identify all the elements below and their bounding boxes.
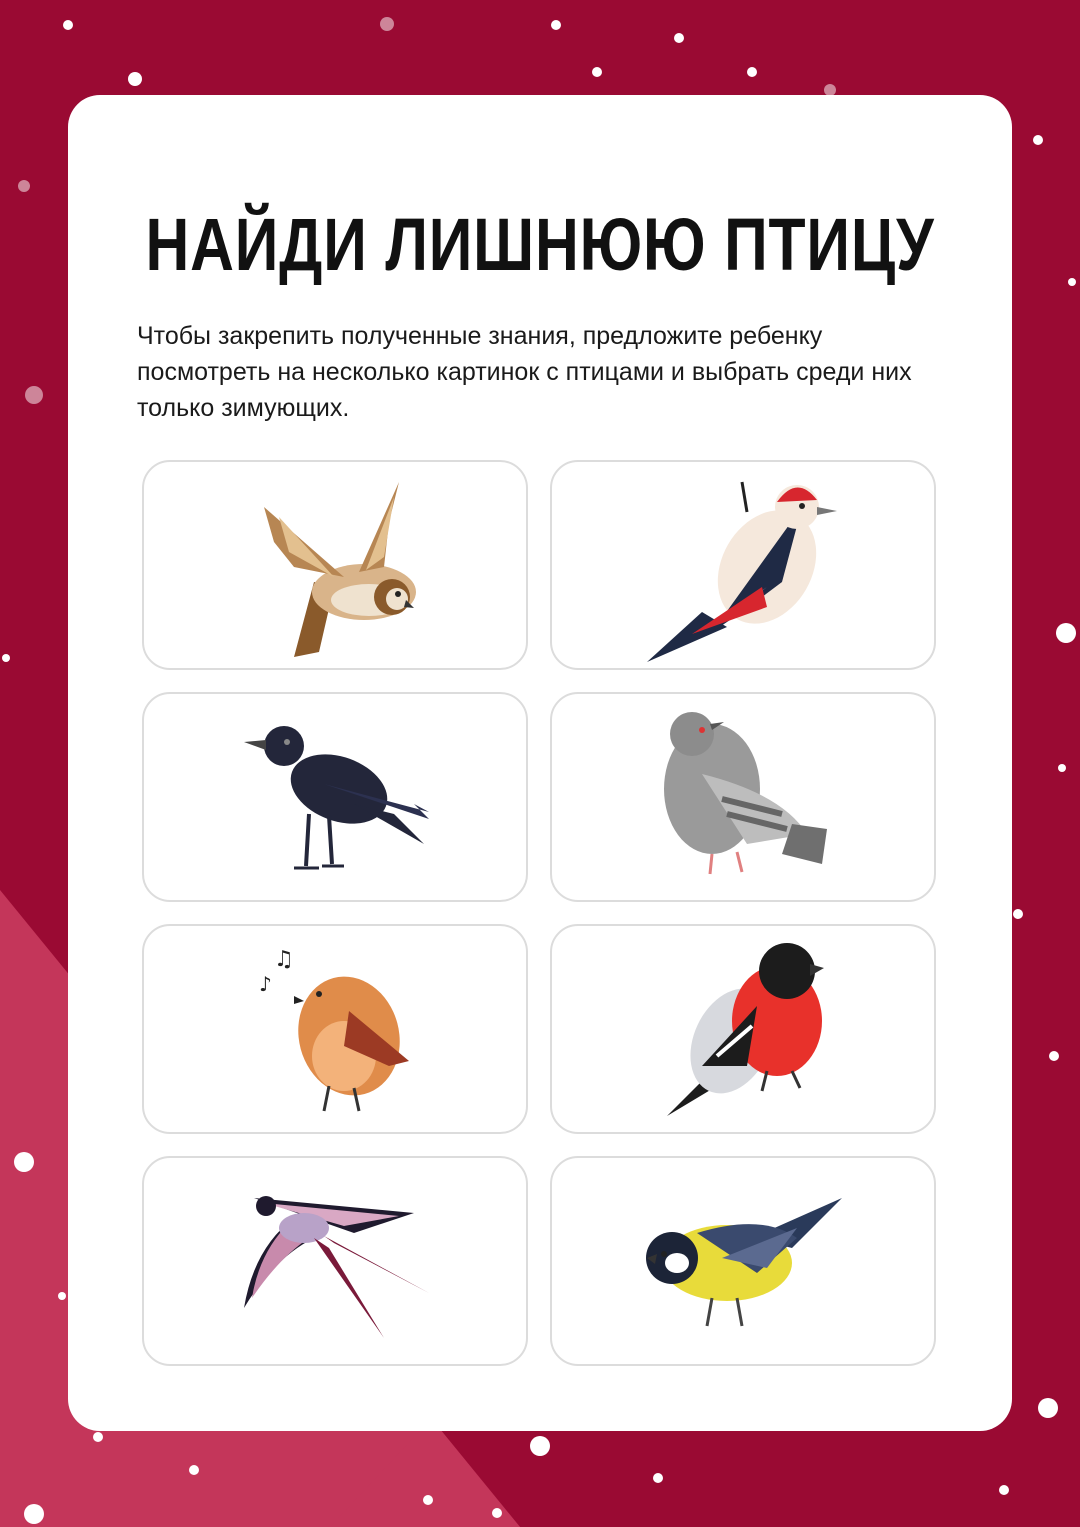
bird-card-bullfinch[interactable] bbox=[550, 924, 936, 1134]
sparrow-icon bbox=[144, 462, 530, 672]
singing-bird-icon bbox=[144, 926, 530, 1136]
instructions-text: Чтобы закрепить полученные знания, предложите ребенку посмотреть на несколько картинок с птицами и выбрать среди них только зимующих. bbox=[137, 322, 912, 422]
bird-card-sparrow[interactable] bbox=[142, 460, 528, 670]
page-title: НАЙДИ ЛИШНЮЮ ПТИЦУ bbox=[145, 203, 935, 286]
svg-text:♫: ♫ bbox=[274, 947, 294, 972]
swallow-icon bbox=[144, 1158, 530, 1368]
bird-card-robin[interactable] bbox=[142, 924, 528, 1134]
svg-text:♪: ♪ bbox=[259, 972, 272, 996]
crow-icon bbox=[144, 694, 530, 904]
bird-card-crow[interactable] bbox=[142, 692, 528, 902]
bird-card-titmouse[interactable] bbox=[550, 1156, 936, 1366]
woodpecker-icon bbox=[552, 462, 938, 672]
bird-card-pigeon[interactable] bbox=[550, 692, 936, 902]
titmouse-icon bbox=[552, 1158, 938, 1368]
bird-card-woodpecker[interactable] bbox=[550, 460, 936, 670]
bullfinch-icon bbox=[552, 926, 938, 1136]
bird-card-swallow[interactable] bbox=[142, 1156, 528, 1366]
pigeon-icon bbox=[552, 694, 938, 904]
